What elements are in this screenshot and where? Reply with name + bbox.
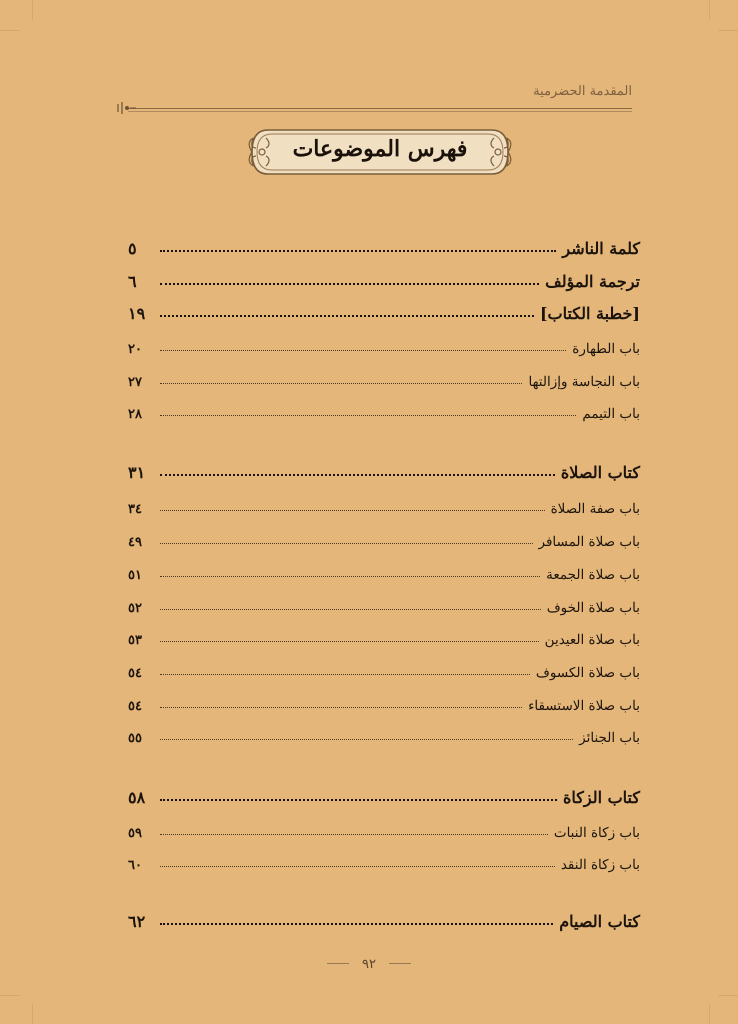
- toc-entry-label: باب صفة الصلاة: [550, 501, 640, 517]
- dot-leader: [160, 543, 533, 544]
- toc-entry[interactable]: [128, 815, 640, 841]
- dot-leader: [160, 283, 539, 285]
- toc-entry[interactable]: [128, 688, 640, 714]
- footer-dash: [327, 963, 349, 964]
- dot-leader: [160, 923, 553, 925]
- dot-leader: [160, 576, 540, 577]
- dot-leader: [160, 674, 530, 675]
- toc-entry[interactable]: [128, 557, 640, 583]
- toc-entry-page: ٢٨: [128, 407, 142, 422]
- toc-entry-page: ٢٠: [128, 342, 142, 357]
- toc-entry-label: كتاب الصيام: [559, 912, 640, 931]
- toc-entry[interactable]: [128, 655, 640, 681]
- toc-entry-label: باب زكاة النقد: [560, 857, 640, 873]
- dot-leader: [160, 350, 566, 351]
- toc-entry-page: ٣١: [128, 463, 146, 482]
- toc-entry[interactable]: [128, 905, 640, 931]
- toc-entry[interactable]: [128, 364, 640, 390]
- toc-entry[interactable]: [128, 331, 640, 357]
- toc-entry-label: باب صلاة المسافر: [538, 534, 640, 550]
- dot-leader: [160, 834, 548, 835]
- toc-entry-label: باب زكاة النبات: [553, 825, 640, 841]
- dot-leader: [160, 641, 539, 642]
- toc-entry[interactable]: [128, 524, 640, 550]
- toc-entry-label: ترجمة المؤلف: [545, 272, 640, 291]
- dot-leader: [160, 609, 541, 610]
- toc-entry-page: ٥٨: [128, 788, 146, 807]
- dot-leader: [160, 415, 576, 416]
- toc-entry-page: ٥: [128, 239, 137, 258]
- toc-entry-label: باب صلاة الكسوف: [535, 665, 640, 681]
- page-footer: [0, 953, 738, 972]
- toc-entry-label: باب الطهارة: [572, 341, 640, 357]
- toc-entry-page: ٥٩: [128, 826, 142, 841]
- toc-entry-label: باب صلاة الخوف: [546, 600, 640, 616]
- toc-entry[interactable]: [128, 720, 640, 746]
- toc-entry-label: باب الجنائز: [579, 730, 640, 746]
- toc-entry-label: باب صلاة العيدين: [544, 632, 640, 648]
- toc-entry-label: باب صلاة الاستسقاء: [528, 698, 640, 714]
- toc-entry[interactable]: [128, 622, 640, 648]
- toc-entry-page: ٥٥: [128, 731, 142, 746]
- toc-entry-label: كلمة الناشر: [562, 239, 640, 258]
- dot-leader: [160, 383, 522, 384]
- toc-entry-page: ٥٤: [128, 666, 142, 681]
- dot-leader: [160, 739, 573, 740]
- dot-leader: [160, 250, 556, 252]
- toc-entry-page: ٥٢: [128, 601, 142, 616]
- toc-entry-page: ٦٢: [128, 912, 146, 931]
- toc-entry-page: ٥٣: [128, 633, 142, 648]
- toc-entry-label: باب صلاة الجمعة: [546, 567, 640, 583]
- running-head-title: المقدمة الحضرمية: [533, 84, 632, 99]
- toc-entry[interactable]: [128, 232, 640, 258]
- toc-entry-label: [خطبة الكتاب]: [539, 304, 640, 323]
- toc-entry-page: ٦: [128, 272, 137, 291]
- dot-leader: [160, 315, 534, 317]
- toc-entry-page: ٣٤: [128, 502, 142, 517]
- toc-entry[interactable]: [128, 265, 640, 291]
- toc-entry[interactable]: [128, 781, 640, 807]
- toc-entry[interactable]: [128, 396, 640, 422]
- toc-entry-page: ٤٩: [128, 535, 142, 550]
- dot-leader: [160, 510, 545, 511]
- toc-entry-label: باب التيمم: [582, 406, 640, 422]
- footer-dash: [389, 963, 411, 964]
- dot-leader: [160, 799, 557, 801]
- toc-entry-page: ٦٠: [128, 858, 142, 873]
- page-title: فهرس الموضوعات: [292, 136, 468, 162]
- toc-entry-label: كتاب الزكاة: [563, 788, 640, 807]
- toc-entry[interactable]: [128, 847, 640, 873]
- toc-entry[interactable]: [128, 590, 640, 616]
- dot-leader: [160, 474, 555, 476]
- toc-entry-label: باب النجاسة وإزالتها: [528, 374, 640, 390]
- toc-entry[interactable]: [128, 456, 640, 482]
- page-number: ٩٢: [362, 957, 376, 972]
- toc-entry-page: ٥١: [128, 568, 142, 583]
- toc-entry-page: ٥٤: [128, 699, 142, 714]
- toc-entry-page: ٢٧: [128, 375, 142, 390]
- toc-entry[interactable]: [128, 297, 640, 323]
- toc-entry-page: ١٩: [128, 304, 146, 323]
- dot-leader: [160, 707, 522, 708]
- dot-leader: [160, 866, 555, 867]
- toc-entry[interactable]: [128, 491, 640, 517]
- toc-entry-label: كتاب الصلاة: [560, 463, 640, 482]
